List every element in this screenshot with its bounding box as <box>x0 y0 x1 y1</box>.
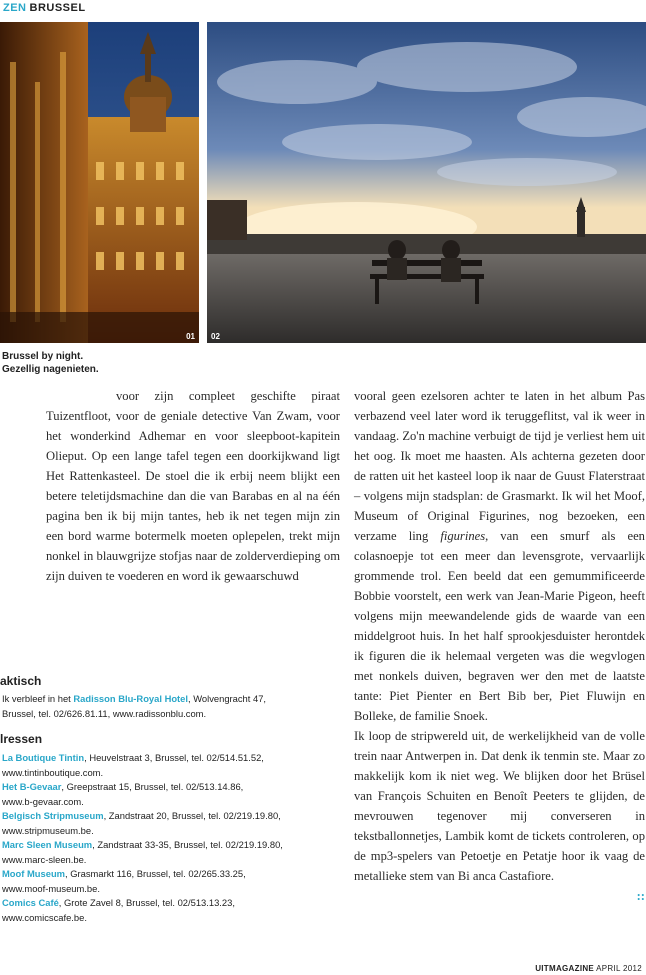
address-web[interactable]: www.stripmuseum.be. <box>2 824 94 836</box>
adressen-title: lressen <box>0 732 43 746</box>
article-paragraph-right-2: Ik loop de stripwereld uit, de werkelijkheid van de volle trein naar Antwerpen in. Dat denk ik tenmin ste. Maar zo makkelijk kom ik niet weg. We blijken door het Brüsel van François Schuiten en Benoît Peeters te glijden, de mevrouwen tegenover mij converseren in tekstballonnetjes, Lambik komt de tickets controleren, op de mp3-spelers van Petoetje en Petatje hoor ik vaag de metallieke stem van Bi anca Castafiore. <box>354 729 645 883</box>
address-entry: Moof Museum, Grasmarkt 116, Brussel, tel. 02/265.33.25, www.moof-museum.be. <box>2 868 246 894</box>
photo-skyline-bench <box>207 22 646 343</box>
issue-date: APRIL 2012 <box>596 964 642 973</box>
article-paragraph-right-1: vooral geen ezelsoren achter te laten in het album Pas verbazend veel later word ik teruggeflitst, val ik weer in vandaag. Zo'n machine verbuigt de tijd je verliest hem uit het oog. Ik moet me haasten. Als achterna gezeten door de ratten uit het kasteel loop ik naar de Guust Flaterstraat – volgens mijn stadsplan: de Grasmarkt. Ik wil het Moof, Museum of Original Figurines, nog bezoeken, een verzame ling figurines, van een smurf als een colasnoepje tot een meer dan levensgrote, vervaarlijk grommende trol. Een beeld dat een gemummificeerde Bobbie voorstelt, een werk van Jean-Marie Pigeon, heeft volgens mijn meewandelende gids de waarde van een middelgroot huis. In het half sprookjesduister herontdek ik figuren die ik helemaal vergeten was die wegvlogen met nonkels duiven, begraven wer den met de laatste tante: Piet Pienter en Bert Bib ber, Piet Fluwijn en Bolleke, de familie Snoek. <box>354 389 645 723</box>
photo-grand-place-night <box>0 22 199 343</box>
section-header <box>3 2 86 14</box>
address-name[interactable]: Comics Café <box>2 897 59 908</box>
caption-line-1: Brussel by night. <box>2 351 84 362</box>
photo-caption <box>2 350 99 376</box>
praktisch-text: Ik verbleef in het Radisson Blu-Royal Hotel, Wolvengracht 47, Brussel, tel. 02/626.81.11, www.radissonblu.com. <box>2 693 267 719</box>
address-name[interactable]: Belgisch Stripmuseum <box>2 810 104 821</box>
adressen-list <box>2 751 302 925</box>
address-entry: Het B-Gevaar, Greepstraat 15, Brussel, tel. 02/513.14.86, www.b-gevaar.com. <box>2 781 244 807</box>
page-footer <box>535 964 642 973</box>
address-entry: Marc Sleen Museum, Zandstraat 33-35, Brussel, tel. 02/219.19.80, www.marc-sleen.be. <box>2 839 283 865</box>
address-name[interactable]: Het B-Gevaar <box>2 781 62 792</box>
article-column-left <box>46 386 340 586</box>
photo-number-01: 01 <box>186 332 195 341</box>
address-web[interactable]: www.b-gevaar.com. <box>2 795 84 807</box>
article-column-right: vooral geen ezelsoren achter te laten in het album Pas verbazend veel later word ik teruggeflitst, val ik weer in vandaag. Zo'n machine verbuigt de tijd je verliest hem uit het oog. Ik moet me haasten. Als achterna gezeten door de ratten uit het kasteel loop ik naar de Guust Flaterstraat – volgens mijn stadsplan: de Grasmarkt. Ik wil het Moof, Museum of Original Figurines, nog bezoeken, een verzame ling figurines, van een smurf als een colasnoepje tot een meer dan levensgrote, vervaarlijk grommende trol. Een beeld dat een gemummificeerde Bobbie voorstelt, een werk van Jean-Marie Pigeon, heeft volgens mijn meewandelende gids de waarde van een middelgroot huis. In het half sprookjesduister herontdek ik figuren die ik helemaal vergeten was die wegvlogen met nonkels duiven, begraven wer den met de laatste tante: Piet Pienter en Bert Bib ber, Piet Fluwijn en Bolleke, de familie Snoek. Ik loop de stripwereld uit, de werkelijkheid van de volle trein naar Antwerpen in. Dat denk ik tenmin ste. Maar zo makkelijk kom ik niet weg. We blijken door het Brüsel van François Schuiten en Benoît Peeters te glijden, de mevrouwen tegenover mij converseren in tekstballonnetjes, Lambik komt de tickets controleren, op de mp3-spelers van Petoetje en Petatje hoor ik vaag de metallieke stem van Bi anca Castafiore. :: <box>354 386 645 906</box>
address-entry: La Boutique Tintin, Heuvelstraat 3, Brussel, tel. 02/514.51.52, www.tintinboutique.com. <box>2 752 264 778</box>
praktisch-title: aktisch <box>0 674 42 688</box>
address-web[interactable]: www.marc-sleen.be. <box>2 853 87 865</box>
article-paragraph-left: voor zijn compleet geschifte piraat Tuizentfloot, voor de geniale detective Van Zwam, voor het wonderkind Adhemar en voor sleepboot-kapitein Olieput. Op een lange tafel tegen een doorkijkwand ligt Het Rattenkasteel. De stoel die ik erbij neem blijkt een betere teletijdsmachine dan die van Barabas en al na één pagina ben ik bij mijn tantes, heb ik net tegen mijn zin een bord warme botermelk moeten oplepelen, trekt mijn nonkel in blauwgrijze stofjas naar de zolderverdieping om zijn duiven te voederen en word ik gewaarschuwd <box>46 389 340 583</box>
address-web[interactable]: www.moof-museum.be. <box>2 882 100 894</box>
caption-line-2: Gezellig nagenieten. <box>2 364 99 375</box>
photo-number-02: 02 <box>211 332 220 341</box>
address-name[interactable]: Marc Sleen Museum <box>2 839 93 850</box>
hotel-link[interactable]: Radisson Blu-Royal Hotel <box>73 693 189 704</box>
magazine-name: UITMAGAZINE <box>535 964 595 973</box>
address-name[interactable]: Moof Museum <box>2 868 66 879</box>
section-label: ZEN <box>3 2 27 14</box>
address-entry: Belgisch Stripmuseum, Zandstraat 20, Brussel, tel. 02/219.19.80, www.stripmuseum.be. <box>2 810 281 836</box>
address-entry: Comics Café, Grote Zavel 8, Brussel, tel. 02/513.13.23, www.comicscafe.be. <box>2 897 235 923</box>
address-web[interactable]: www.tintinboutique.com. <box>2 766 104 778</box>
category-label: BRUSSEL <box>29 2 86 14</box>
address-name[interactable]: La Boutique Tintin <box>2 752 85 763</box>
address-web[interactable]: www.comicscafe.be. <box>2 911 87 923</box>
